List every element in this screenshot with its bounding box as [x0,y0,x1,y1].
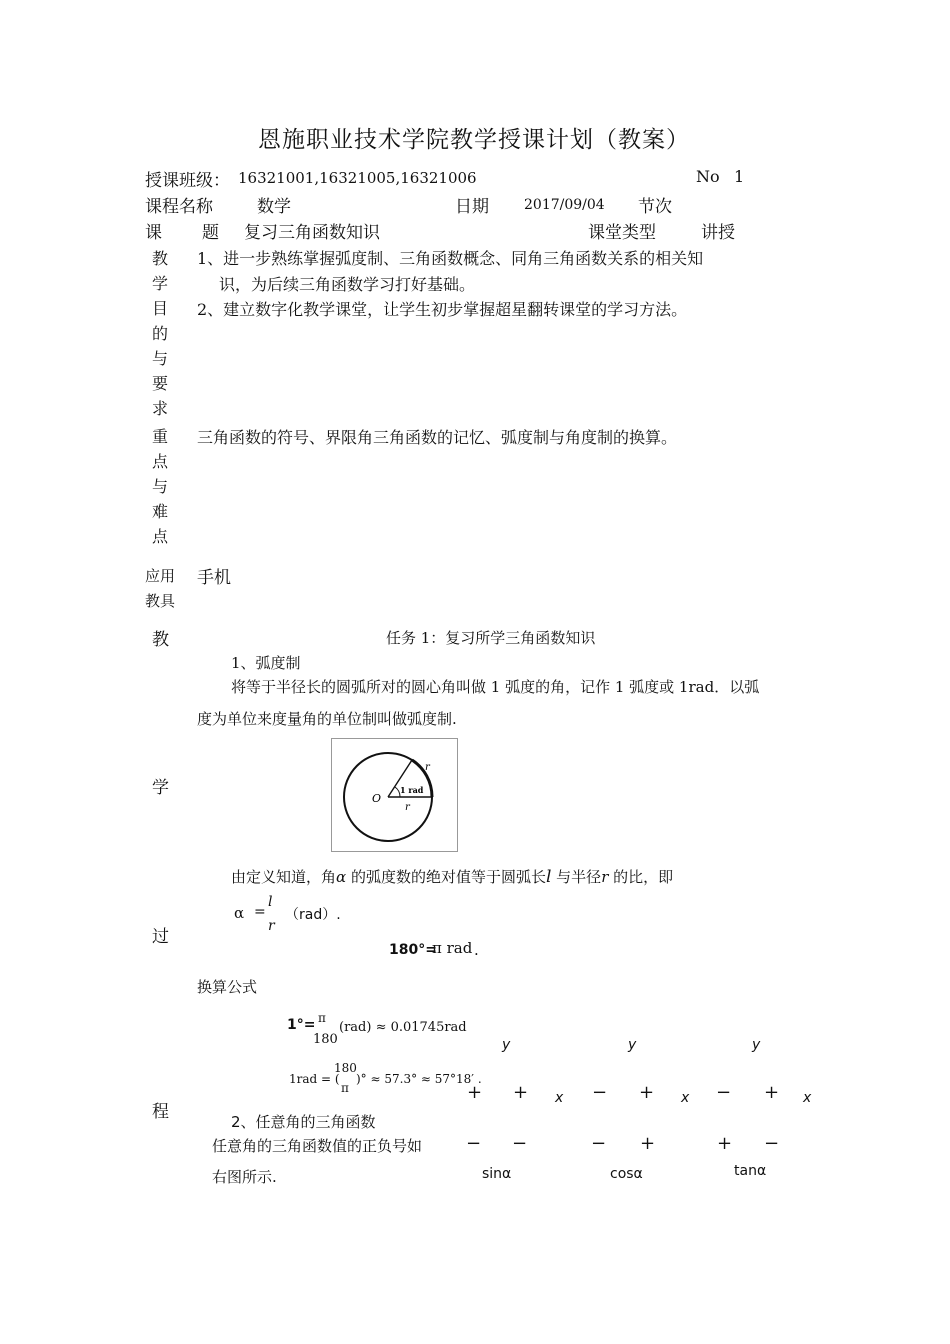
keypoints-text: 三角函数的符号、界限角三角函数的记忆、弧度制与角度制的换算。 [197,428,678,447]
tools-value: 手机 [197,568,231,588]
tan-name: tanα [734,1163,767,1179]
definition-line [231,866,673,887]
rad-label: 1 rad [400,785,424,795]
objective-1-line-1: 1、进一步熟练掌握弧度制、三角函数概念、同角三角函数关系的相关知 [197,249,704,268]
keypoints-label-char: 点 [151,527,168,546]
sin-name: sinα [482,1166,512,1182]
keypoints-label [148,424,172,549]
keypoints-label-char: 难 [151,502,168,521]
sin-y-label: y [502,1037,511,1053]
f1-lhs: 1°= [287,1017,316,1033]
cos-name: cosα [610,1166,643,1182]
cos-q4-sign: + [640,1133,656,1154]
definition-text-3: 与半径 [556,868,602,886]
formula-unit: （rad）. [285,907,341,923]
task-title: 任务 1：复习所学三角函数知识 [386,629,596,647]
cos-q2-sign: − [592,1082,608,1103]
objectives-label-char: 与 [151,349,168,368]
section-2-para-1: 任意角的三角函数值的正负号如 [212,1137,423,1155]
keypoints-label-char: 点 [151,452,168,471]
definition-r: r [601,868,609,886]
objectives-label-char: 学 [151,274,168,293]
conversion-label: 换算公式 [197,978,258,996]
pi-rad-period: . [474,941,479,959]
process-side-char: 过 [152,927,169,947]
section-1-title: 1、弧度制 [231,654,301,672]
topic-value: 复习三角函数知识 [244,223,380,243]
pi-rad: π rad [432,939,473,957]
tan-q1-sign: + [764,1082,780,1103]
formula-eq: = [254,904,266,920]
sin-q3-sign: − [466,1133,482,1154]
cos-y-label: y [628,1037,637,1053]
definition-alpha: α [336,868,347,886]
no-label: No [696,167,720,186]
objectives-label-char: 求 [151,399,168,418]
cos-x-label: x [681,1090,690,1106]
class-value: 16321001,16321005,16321006 [238,169,477,187]
objective-2: 2、建立数字化教学课堂，让学生初步掌握超星翻转课堂的学习方法。 [197,300,688,319]
objectives-label-char: 教 [151,249,168,268]
f1-numerator: π [318,1011,326,1025]
date-label: 日期 [455,197,489,217]
tan-q4-sign: − [764,1133,780,1154]
arc-r-label: r [425,762,430,773]
definition-text-2: 的弧度数的绝对值等于圆弧长 [350,868,546,886]
no-value: 1 [734,167,745,186]
radius-r-label: r [405,802,410,813]
process-side-char: 学 [152,778,169,798]
f2-lhs: 1rad = ( [289,1072,340,1086]
f1-rhs: (rad) ≈ 0.01745rad [339,1020,467,1035]
f2-rhs: )° ≈ 57.3° ≈ 57°18′ . [356,1072,482,1086]
objectives-label-char: 的 [151,324,168,343]
definition-l: l [545,867,552,887]
formula-denominator: r [268,918,275,934]
f2-denominator: π [341,1081,349,1095]
process-side-char: 程 [152,1102,169,1122]
class-label: 授课班级： [145,171,230,191]
course-value: 数学 [257,197,291,217]
formula-numerator: l [268,894,273,910]
topic-label-1: 课 [145,223,162,243]
origin-label: O [372,792,382,805]
topic-label-2: 题 [202,223,219,243]
sin-x-label: x [555,1090,564,1106]
f1-denominator: 180 [313,1032,338,1047]
objectives-label-char: 目 [151,299,168,318]
tan-x-label: x [803,1090,812,1106]
sin-q2-sign: + [467,1082,483,1103]
deg-180: 180°= [389,942,437,958]
section-2-para-2: 右图所示. [212,1168,277,1186]
course-label: 课程名称 [145,197,213,217]
section-2-title: 2、任意角的三角函数 [231,1113,376,1131]
page-title: 恩施职业技术学院教学授课计划（教案） [258,127,690,153]
tools-label-1: 应用 [145,567,176,585]
radian-figure [331,738,458,852]
tan-y-label: y [752,1037,761,1053]
keypoints-label-char: 与 [151,477,168,496]
date-value: 2017/09/04 [524,197,605,213]
tan-q2-sign: − [716,1082,732,1103]
sin-q4-sign: − [512,1133,528,1154]
section-1-para-2: 度为单位来度量角的单位制叫做弧度制. [197,710,457,728]
definition-text-1: 由定义知道，角 [231,868,337,886]
process-side-char: 教 [152,630,169,650]
type-label: 课堂类型 [588,223,656,243]
definition-text-4: 的比，即 [613,868,674,886]
objectives-label-char: 要 [151,374,168,393]
radian-diagram [332,739,457,851]
type-value: 讲授 [701,223,735,243]
objective-1-line-2: 识，为后续三角函数学习打好基础。 [219,275,476,294]
cos-q3-sign: − [591,1133,607,1154]
section-1-para-1: 将等于半径长的圆弧所对的圆心角叫做 1 弧度的角，记作 1 弧度或 1rad．以弧 [231,678,760,696]
formula-alpha: α [234,904,245,922]
tan-q3-sign: + [717,1133,733,1154]
objectives-label [148,246,172,421]
section-label: 节次 [638,197,672,217]
keypoints-label-char: 重 [151,427,168,446]
cos-q1-sign: + [639,1082,655,1103]
sin-q1-sign: + [513,1082,529,1103]
f2-numerator: 180 [334,1061,357,1075]
tools-label-2: 教具 [145,592,176,610]
